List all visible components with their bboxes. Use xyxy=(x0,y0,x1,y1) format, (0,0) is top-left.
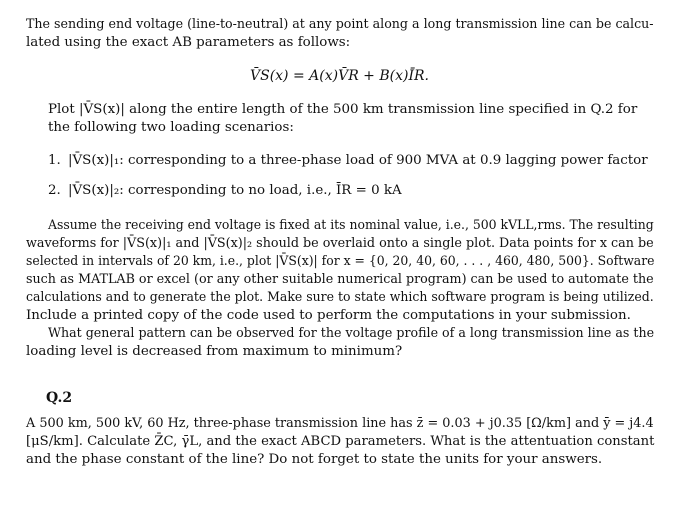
sending-end-voltage-equation: V̄S(x) = A(x)V̄R + B(x)ĪR. xyxy=(250,68,429,84)
scenario-item-2 xyxy=(48,182,402,200)
q2-line-2: [μS/km]. Calculate Z̄C, γ̄L, and the exact ABCD parameters. What is the attentuation constant xyxy=(26,434,655,449)
assume-line-2: waveforms for |V̄S(x)|₁ and |V̄S(x)|₂ should be overlaid onto a single plot. Data points for x can be xyxy=(26,236,654,251)
q2-line-3: and the phase constant of the line? Do not forget to state the units for your answers. xyxy=(26,452,603,467)
assume-line-1: Assume the receiving end voltage is fixed at its nominal value, i.e., 500 kVLL,rms. The resulting xyxy=(48,218,654,233)
q2-heading: Q.2 xyxy=(46,390,73,406)
scenario-item-1 xyxy=(48,152,648,170)
plot-instruction-line-1: Plot |V̄S(x)| along the entire length of the 500 km transmission line specified in Q.2 for xyxy=(48,102,638,117)
scenario-number: 1. xyxy=(48,153,61,168)
assume-line-5: calculations and to generate the plot. Make sure to state which software program is being utilized. xyxy=(26,290,654,305)
scenario-text: |V̄S(x)|₂: corresponding to no load, i.e., ĪR = 0 kA xyxy=(68,183,402,198)
question-line-1: What general pattern can be observed for the voltage profile of a long transmission line as the xyxy=(48,326,655,341)
intro-line-1: The sending end voltage (line-to-neutral) at any point along a long transmission line can be calcu- xyxy=(26,17,654,32)
scenario-number: 2. xyxy=(48,183,61,198)
question-line-2: loading level is decreased from maximum to minimum? xyxy=(26,344,403,359)
assume-line-6: Include a printed copy of the code used to perform the computations in your submission. xyxy=(26,308,631,323)
scenario-text: |V̄S(x)|₁: corresponding to a three-phase load of 900 MVA at 0.9 lagging power factor xyxy=(68,153,648,168)
intro-line-2: lated using the exact AB parameters as follows: xyxy=(26,35,351,50)
q2-line-1: A 500 km, 500 kV, 60 Hz, three-phase transmission line has z̄ = 0.03 + j0.35 [Ω/km] and ȳ = j4.4 xyxy=(26,416,654,431)
assume-line-3: selected in intervals of 20 km, i.e., plot |V̄S(x)| for x = {0, 20, 40, 60, . . . , 460, 480, 500}. Software xyxy=(26,254,655,269)
plot-instruction-line-2: the following two loading scenarios: xyxy=(48,120,294,135)
assume-line-4: such as MATLAB or excel (or any other suitable numerical program) can be used to automate the xyxy=(26,272,654,287)
